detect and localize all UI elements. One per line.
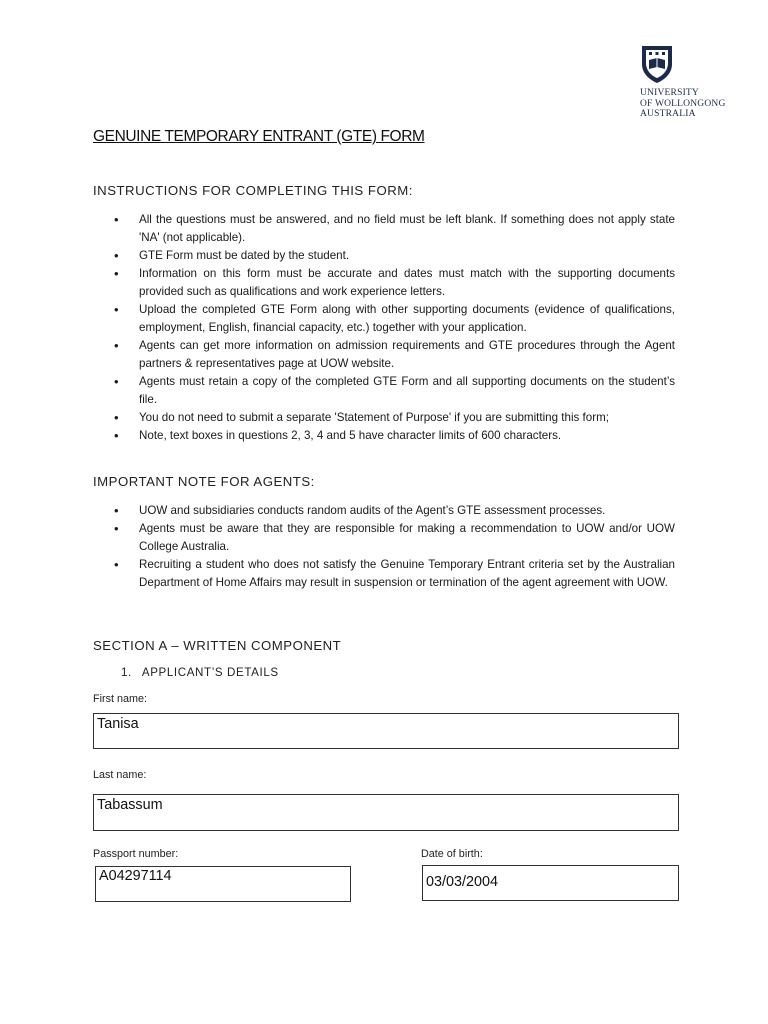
list-item: • Agents can get more information on admission requirements and GTE procedures through the Agent partners & representatives page at UOW website. [93,337,675,373]
last-name-field[interactable]: Tabassum [93,794,679,831]
form-title: GENUINE TEMPORARY ENTRANT (GTE) FORM [93,128,425,145]
list-item: • Information on this form must be accurate and dates must match with the supporting documents provided such as qualifications and work experience letters. [93,265,675,301]
list-item: • You do not need to submit a separate 'Statement of Purpose' if you are submitting this form; [93,409,675,427]
list-item: • Agents must be aware that they are responsible for making a recommendation to UOW and/or UOW College Australia. [93,520,675,556]
logo-line-1: UNIVERSITY [640,88,699,98]
list-item: • Upload the completed GTE Form along with other supporting documents (evidence of qualifications, employment, English, financial capacity, etc.) together with your application. [93,301,675,337]
applicant-details-label: APPLICANT’S DETAILS [141,666,279,679]
instructions-heading: INSTRUCTIONS FOR COMPLETING THIS FORM: [93,183,413,198]
section-number: 1. [121,666,132,679]
list-item: • UOW and subsidiaries conducts random audits of the Agent’s GTE assessment processes. [93,502,675,520]
last-name-label: Last name: [93,769,147,781]
logo-line-3: AUSTRALIA [640,109,696,119]
passport-number-field[interactable]: A04297114 [95,866,351,902]
section-a-heading: SECTION A – WRITTEN COMPONENT [93,638,342,653]
first-name-label: First name: [93,693,147,705]
agents-note-heading: IMPORTANT NOTE FOR AGENTS: [93,474,315,489]
list-item: • Agents must retain a copy of the completed GTE Form and all supporting documents on the student’s file. [93,373,675,409]
passport-number-label: Passport number: [93,848,179,860]
university-logo [640,44,750,120]
list-item: • Recruiting a student who does not satisfy the Genuine Temporary Entrant criteria set by the Australian Department of Home Affairs may result in suspension or termination of the agent agreement with UOW. [93,556,675,592]
date-of-birth-field[interactable]: 03/03/2004 [422,865,679,901]
list-item: • GTE Form must be dated by the student. [93,247,675,265]
uow-crest-icon [640,44,674,84]
instructions-list [93,211,675,445]
list-item: • Note, text boxes in questions 2, 3, 4 and 5 have character limits of 600 characters. [93,427,675,445]
first-name-field[interactable]: Tanisa [93,713,679,749]
list-item: • All the questions must be answered, and no field must be left blank. If something does not apply state 'NA' (not applicable). [93,211,675,247]
logo-line-2: OF WOLLONGONG [640,98,726,109]
applicant-details-heading [121,666,279,679]
agents-note-list [93,502,675,592]
date-of-birth-label: Date of birth: [421,848,483,860]
